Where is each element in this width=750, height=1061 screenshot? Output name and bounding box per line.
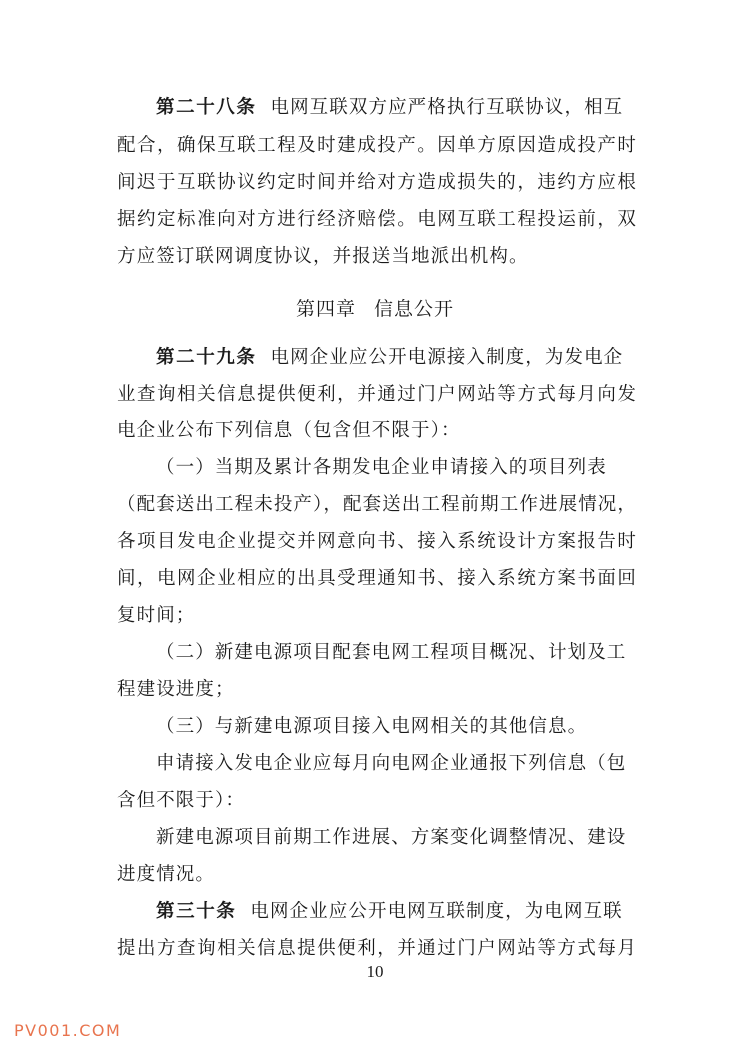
article-29-title: 第二十九条 (156, 347, 257, 368)
article-30-title: 第三十条 (156, 901, 237, 922)
article-28-title: 第二十八条 (156, 97, 257, 118)
paragraph-line: 申请接入发电企业应每月向电网企业通报下列信息（包 (156, 753, 627, 774)
article-29-first-line (156, 346, 637, 370)
article-28-line: 间迟于互联协议约定时间并给对方造成损失的，违约方应根 (117, 172, 637, 193)
article-29-text: 电网企业应公开电源接入制度，为发电企 (270, 347, 624, 368)
article-30-first-line (156, 900, 637, 924)
article-28-text: 电网互联双方应严格执行互联协议，相互 (270, 97, 624, 118)
item-1-line: 间，电网企业相应的出具受理通知书、接入系统方案书面回 (117, 568, 637, 589)
page-number: 10 (366, 962, 384, 981)
article-28-line: 据约定标准向对方进行经济赔偿。电网互联工程投运前，双 (117, 209, 637, 230)
article-28-line: 方应签订联网调度协议，并报送当地派出机构。 (117, 246, 529, 267)
chapter-title: 信息公开 (374, 298, 455, 320)
item-3-line: （三）与新建电源项目接入电网相关的其他信息。 (156, 716, 588, 737)
paragraph-line: 新建电源项目前期工作进展、方案变化调整情况、建设 (156, 827, 627, 848)
item-2-line: 程建设进度； (117, 679, 235, 700)
item-1-line: （配套送出工程未投产），配套送出工程前期工作进展情况， (117, 494, 637, 515)
item-2-line: （二）新建电源项目配套电网工程项目概况、计划及工 (156, 642, 627, 663)
chapter-heading (0, 297, 750, 321)
article-30-text: 电网企业应公开电网互联制度，为电网互联 (250, 901, 623, 922)
article-28-first-line (156, 96, 637, 120)
paragraph-line: 进度情况。 (117, 864, 216, 885)
watermark: PV001.COM (14, 1021, 122, 1040)
article-28-line: 配合，确保互联工程及时建成投产。因单方原因造成投产时 (117, 135, 637, 156)
article-29-line: 业查询相关信息提供便利，并通过门户网站等方式每月向发 (117, 384, 637, 405)
paragraph-line: 含但不限于）： (117, 790, 245, 811)
item-1-line: （一）当期及累计各期发电企业申请接入的项目列表 (156, 457, 607, 478)
item-1-line: 复时间； (117, 605, 196, 626)
article-30-line: 提出方查询相关信息提供便利，并通过门户网站等方式每月 (117, 938, 637, 959)
article-29-line: 电企业公布下列信息（包含但不限于）： (117, 420, 461, 441)
chapter-label: 第四章 (295, 298, 356, 320)
item-1-line: 各项目发电企业提交并网意向书、接入系统设计方案报告时 (117, 531, 637, 552)
